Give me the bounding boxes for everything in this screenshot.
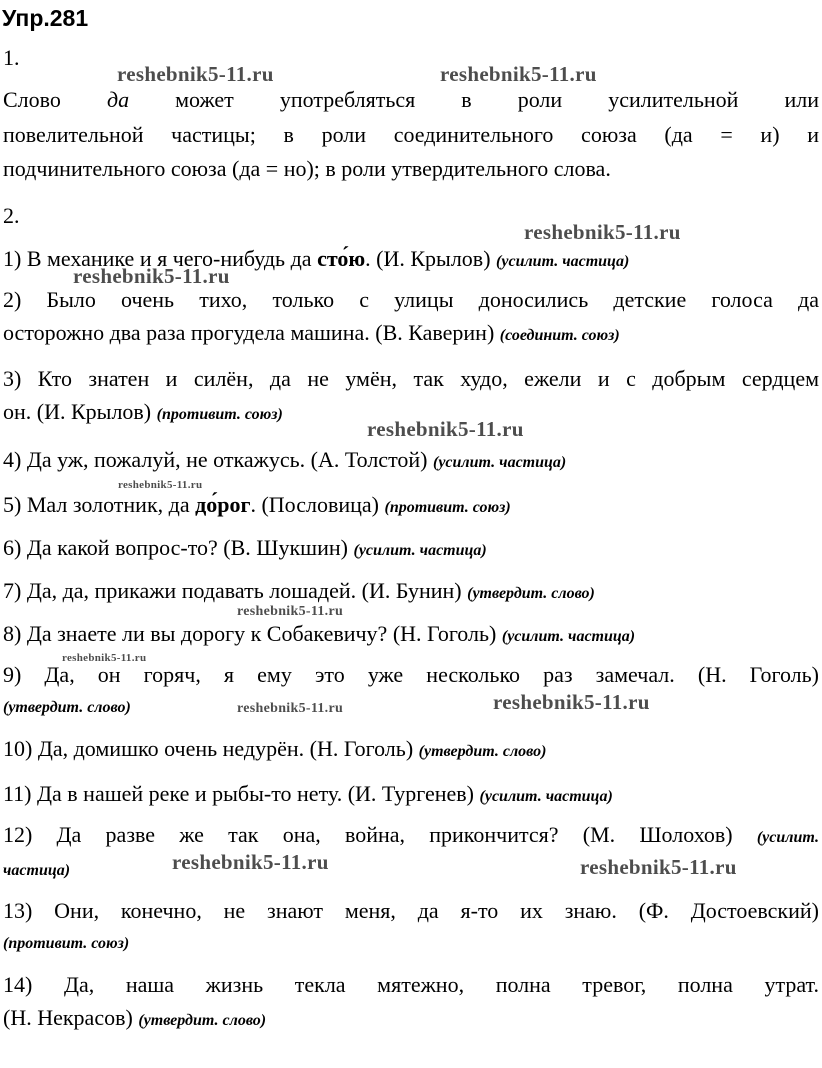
example-8: 8) Да знаете ли вы дорогу к Собакевичу? (Н. Гоголь) (усилит. частица) bbox=[3, 621, 636, 646]
watermark-text: reshebnik5-11.ru bbox=[62, 652, 147, 664]
part2-number: 2. bbox=[3, 203, 20, 228]
example-10: 10) Да, домишко очень недурён. (Н. Гоголь) (утвердит. слово) bbox=[3, 736, 547, 761]
watermark-text: reshebnik5-11.ru bbox=[493, 690, 650, 714]
example-note: (соединит. союз) bbox=[499, 327, 620, 344]
example-note: (усилит. частица) bbox=[496, 253, 630, 270]
watermark-text: reshebnik5-11.ru bbox=[172, 850, 329, 874]
example-note: (усилит. частица) bbox=[501, 628, 636, 645]
watermark-text: reshebnik5-11.ru bbox=[237, 701, 344, 716]
part1-number: 1. bbox=[3, 45, 20, 70]
example-3: 3) Кто знатен и силён, да не умён, так худо, ежели и с добрым сердцем он. (И. Крылов) (противит. союз) bbox=[3, 366, 819, 424]
example-1: 1) В механике и я чего-нибудь да сто́ю. (И. Крылов) (усилит. частица) bbox=[3, 246, 630, 271]
watermark-text: reshebnik5-11.ru bbox=[580, 855, 737, 879]
example-7: 7) Да, да, прикажи подавать лошадей. (И. Бунин) (утвердит. слово) bbox=[3, 578, 595, 603]
watermark-text: reshebnik5-11.ru bbox=[118, 479, 203, 491]
watermark-text: reshebnik5-11.ru bbox=[117, 62, 274, 86]
example-12: 12) Да разве же так она, война, прикончится? (М. Шолохов) (усилит. частица) bbox=[3, 822, 819, 879]
part1-paragraph bbox=[3, 83, 819, 187]
example-note: (противит. союз) bbox=[384, 499, 511, 516]
example-note: (утвердит. слово) bbox=[418, 743, 547, 760]
watermark-text: reshebnik5-11.ru bbox=[237, 604, 344, 619]
example-note: (противит. союз) bbox=[156, 406, 283, 423]
watermark-text: reshebnik5-11.ru bbox=[524, 220, 681, 244]
example-9: 9) Да, он горяч, я ему это уже несколько раз замечал. (Н. Гоголь) (утвердит. слово) bbox=[3, 662, 819, 716]
example-note: (усилит. частица) bbox=[353, 542, 487, 559]
stressed-word: сто́ю bbox=[317, 246, 366, 271]
example-note: (утвердит. слово) bbox=[467, 585, 595, 602]
stressed-word: до́рог bbox=[195, 492, 251, 517]
example-note: (противит. союз) bbox=[3, 935, 130, 952]
part1-line-1: Слово да может употребляться в роли усилительной или bbox=[3, 87, 820, 112]
example-note: (утвердит. слово) bbox=[138, 1012, 267, 1029]
example-5: 5) Мал золотник, да до́рог. (Пословица) (противит. союз) bbox=[3, 492, 511, 517]
example-6: 6) Да какой вопрос-то? (В. Шукшин) (усилит. частица) bbox=[3, 535, 487, 560]
italic-word-da: да bbox=[106, 87, 130, 112]
example-note: частица) bbox=[3, 862, 71, 879]
example-note: (утвердит. слово) bbox=[3, 699, 131, 716]
example-note: (усилит. частица) bbox=[479, 788, 613, 805]
example-14: 14) Да, наша жизнь текла мятежно, полна тревог, полна утрат. (Н. Некрасов) (утвердит. слово) bbox=[3, 972, 819, 1030]
watermark-text: reshebnik5-11.ru bbox=[73, 264, 230, 288]
example-note: (усилит. частица) bbox=[433, 454, 567, 471]
example-4: 4) Да уж, пожалуй, не откажусь. (А. Толстой) (усилит. частица) bbox=[3, 447, 567, 472]
example-2: 2) Было очень тихо, только с улицы доносились детские голоса да осторожно два раза прогудела машина. (В. Каверин) (соединит. союз) bbox=[3, 287, 819, 345]
watermark-text: reshebnik5-11.ru bbox=[440, 62, 597, 86]
exercise-title: Упр.281 bbox=[2, 5, 89, 31]
part1-line-2: повелительной частицы; в роли соединительного союза (да = и) и bbox=[3, 121, 819, 147]
example-11: 11) Да в нашей реке и рыбы-то нету. (И. Тургенев) (усилит. частица) bbox=[3, 781, 613, 806]
part1-line-3: подчинительного союза (да = но); в роли утвердительного слова. bbox=[3, 156, 611, 181]
example-13: 13) Они, конечно, не знают меня, да я-то их знаю. (Ф. Достоевский) (противит. союз) bbox=[3, 898, 819, 952]
watermark-text: reshebnik5-11.ru bbox=[367, 417, 524, 441]
